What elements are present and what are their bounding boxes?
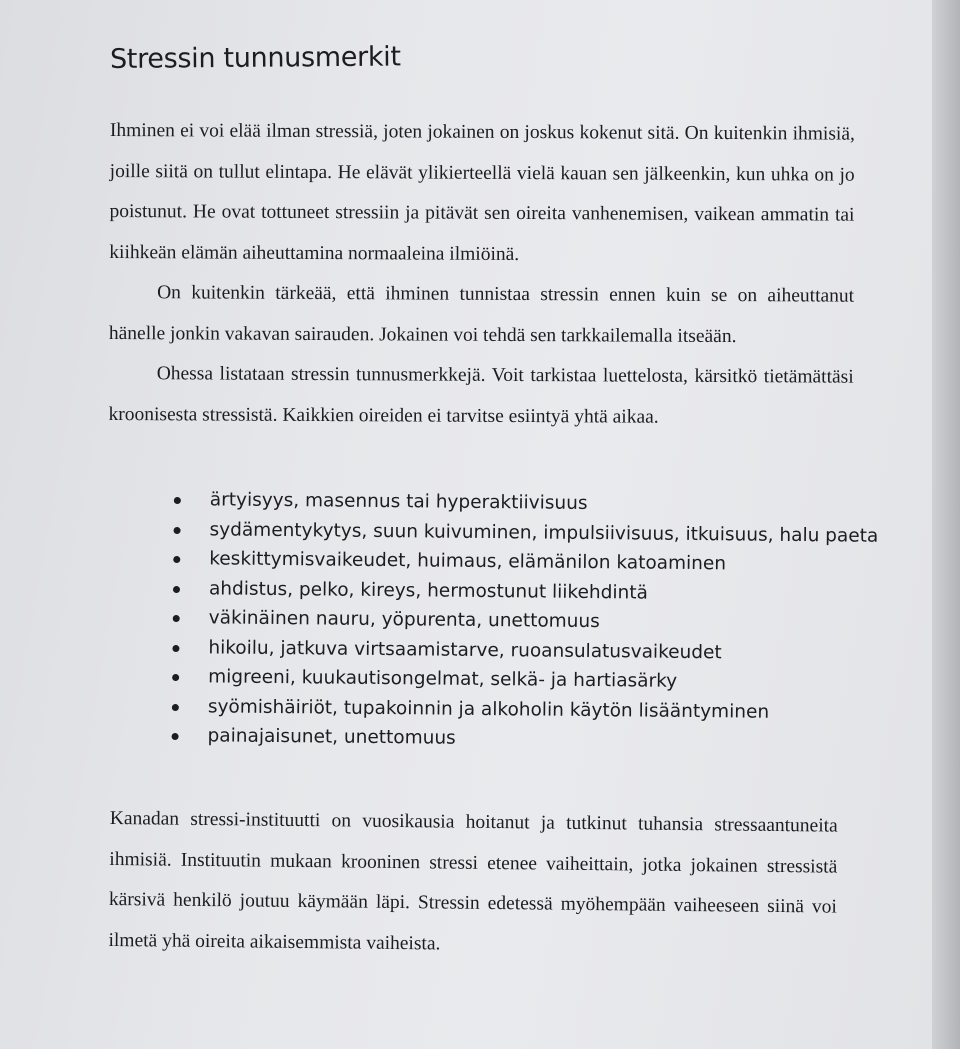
list-item: painajaisunet, unettomuus xyxy=(171,721,852,757)
paragraph-intro: Ihminen ei voi elää ilman stressiä, joten jokainen on joskus kokenut sitä. On kuitenkin ihmisiä, joille siitä on tullut elintapa. He elävät ylikierteellä vielä kauan sen jälkeenkin, kun uhka on jo poistunut. He ovat tottuneet stressiin ja pitävät sen oireita vanhenemisen, vaikean ammatin tai kiihkeän elämän aiheuttamina normaaleina ilmiöinä. xyxy=(109,119,855,265)
page-edge-shadow xyxy=(932,0,960,1049)
paragraph-list-intro: Ohessa listataan stressin tunnusmerkkejä. Voit tarkistaa luettelosta, kärsitkö tietämättäsi kroonisesta stressistä. Kaikkien oireiden ei tarvitse esiintyä yhtä aikaa. xyxy=(108,363,854,428)
symptom-list xyxy=(171,485,879,757)
list-item: hikoilu, jatkuva virtsaamistarve, ruoansulatusvaikeudet xyxy=(172,632,853,668)
bullet-icon xyxy=(173,585,180,592)
page-content xyxy=(108,41,879,961)
bullet-icon xyxy=(174,526,181,533)
bullet-icon xyxy=(173,615,180,622)
list-item: väkinäinen nauru, yöpurenta, unettomuus xyxy=(173,603,854,639)
bullet-icon xyxy=(172,703,179,710)
list-item: migreeni, kuukautisongelmat, selkä- ja hartiasärky xyxy=(172,662,853,698)
paragraph-importance: On kuitenkin tärkeää, että ihminen tunnistaa stressin ennen kuin se on aiheuttanut hänelle jonkin vakavan sairauden. Jokainen voi tehdä sen tarkkailemalla itseään. xyxy=(108,282,855,347)
bullet-icon xyxy=(173,556,180,563)
bullet-icon xyxy=(174,497,181,504)
bullet-icon xyxy=(172,733,179,740)
list-item: ärtyisyys, masennus tai hyperaktiivisuus xyxy=(174,485,855,521)
list-item: syömishäiriöt, tupakoinnin ja alkoholin käytön lisääntyminen xyxy=(172,691,853,727)
list-item: sydämentykytys, suun kuivuminen, impulsiivisuus, itkuisuus, halu paeta xyxy=(173,514,854,550)
bullet-icon xyxy=(172,674,179,681)
paragraph-closing: Kanadan stressi-instituutti on vuosikausia hoitanut ja tutkinut tuhansia stressaantuneita ihmisiä. Instituutin mukaan krooninen stressi etenee vaiheittain, jotka jokainen stressistä kärsivä henkilö joutuu käymään läpi. Stressin edetessä myöhempään vaiheeseen siinä voi ilmetä yhä oireita aikaisemmista vaiheista. xyxy=(108,807,838,954)
section-title: Stressin tunnusmerkit xyxy=(109,41,401,75)
list-item: keskittymisvaikeudet, huimaus, elämänilon katoaminen xyxy=(173,544,854,580)
intro-block xyxy=(108,111,855,439)
bullet-icon xyxy=(172,644,179,651)
list-item: ahdistus, pelko, kireys, hermostunut liikehdintä xyxy=(173,573,854,609)
